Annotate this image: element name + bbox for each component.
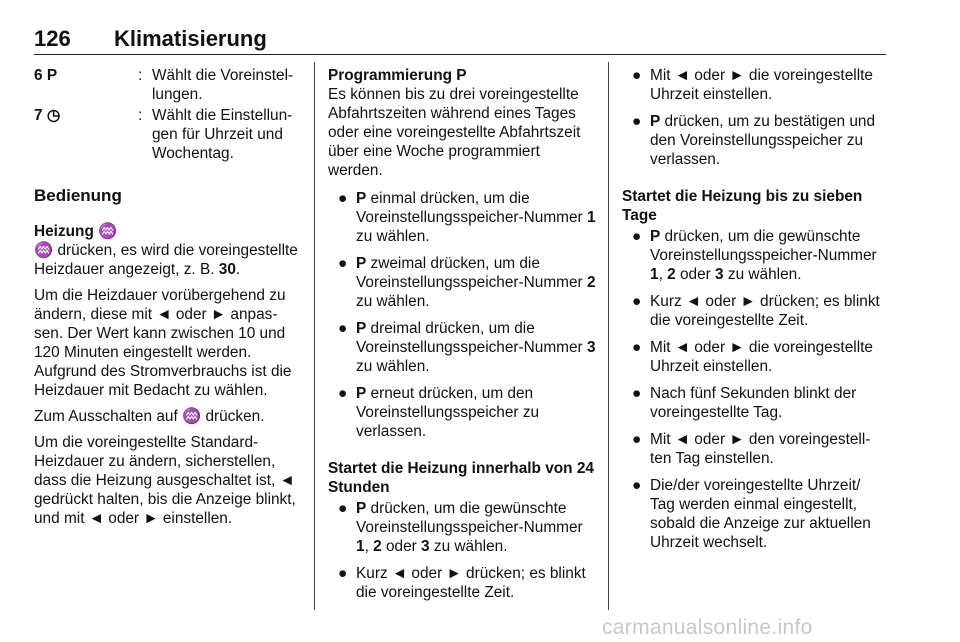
list-text: drücken, um zu bestätigen und den Voreinstellungsspeicher zu verlassen. [650,113,876,168]
key-label: 1 [586,209,596,226]
definition-desc: Wählt die Voreinstel-lungen. [152,67,294,103]
page-header [34,26,886,55]
list-text: Die/der voreingestellte Uhrzeit/ Tag werden einmal eingestellt, sobald die Anzeige zur aktuellen Uhrzeit wechselt. [650,477,871,551]
column-3 [622,66,887,560]
paragraph: Um die Heizdauer vorübergehend zu ändern, diese mit ◄ oder ► anpas-sen. Der Wert kann zwischen 10 und 120 Minuten eingestellt werden. Aufgrund des Stromverbrauchs ist die Heizdauer mit Bedacht zu wählen. [34,287,292,399]
bullet-list [328,499,596,602]
bullet-list [622,227,887,552]
definition-term: 6 P [34,67,58,84]
bullet-icon: ● [632,477,642,494]
column-divider [314,62,315,610]
paragraph: Um die voreingestellte Standard-Heizdauer zu ändern, sicherstellen, dass die Heizung ausgeschaltet ist, ◄ gedrückt halten, bis die Anzeige blinkt, und mit ◄ oder ► einstellen. [34,434,296,527]
bullet-icon: ● [338,320,348,337]
list-text: zu wählen. [356,358,430,375]
key-label: 1 [650,266,659,283]
definition-colon: : [138,107,143,124]
key-label: P [356,320,367,337]
bullet-list [622,66,887,169]
bullet-icon: ● [632,228,642,245]
list-text: oder [381,538,422,555]
key-label: P [650,113,661,130]
list-item [328,384,596,441]
list-text: dreimal drücken, um die Voreinstellungsspeicher-Nummer [356,320,587,356]
list-text: Nach fünf Sekunden blinkt der voreingestellte Tag. [650,385,857,421]
definition-row [34,66,299,104]
list-text: zu wählen. [723,266,802,283]
list-text: oder [675,266,716,283]
page-title: Klimatisierung [114,26,267,51]
subsection-heading: Startet die Heizung innerhalb von 24 Stunden [328,460,594,496]
list-item [328,319,596,376]
list-text: Kurz ◄ oder ► drücken; es blinkt die voreingestellte Zeit. [650,293,880,329]
list-text: erneut drücken, um den Voreinstellungsspeicher zu verlassen. [356,385,540,440]
key-label: P [356,255,367,272]
value-bold: 30 [218,261,236,278]
bullet-icon: ● [632,293,642,310]
key-label: P [356,190,367,207]
list-text: einmal drücken, um die Voreinstellungsspeicher-Nummer [356,190,587,226]
column-divider [608,62,609,610]
list-text: Kurz ◄ oder ► drücken; es blinkt die voreingestellte Zeit. [356,565,586,601]
list-item [622,112,887,169]
bullet-icon: ● [338,190,348,207]
section-heading: Programmierung P [328,67,467,84]
paragraph-text: . [235,261,241,278]
list-item [622,227,887,284]
bullet-icon: ● [632,431,642,448]
list-item [622,338,887,376]
bullet-icon: ● [632,339,642,356]
list-text: zu wählen. [356,293,430,310]
list-text: zu wählen. [356,228,430,245]
paragraph: Zum Ausschalten auf ♒ drücken. [34,408,265,425]
list-text: , [658,266,668,283]
key-label: 2 [667,266,676,283]
list-item [622,476,887,552]
list-text: zu wählen. [429,538,508,555]
paragraph: Es können bis zu drei voreingestellte Abfahrtszeiten während eines Tages oder eine voreingestellte Abfahrtszeit über eine Woche programmiert werden. [328,86,581,179]
list-item [622,66,887,104]
definition-row [34,106,299,163]
bullet-list [328,189,596,441]
bullet-icon: ● [632,67,642,84]
key-label: 3 [586,339,596,356]
list-item [622,384,887,422]
bullet-icon: ● [338,385,348,402]
list-item [328,189,596,246]
list-text: zweimal drücken, um die Voreinstellungsspeicher-Nummer [356,255,587,291]
section-heading: Bedienung [34,186,122,205]
key-label: 3 [421,538,430,555]
definition-desc: Wählt die Einstellun-gen für Uhrzeit und Wochentag. [152,107,293,162]
list-text: , [364,538,374,555]
list-text: Mit ◄ oder ► die voreingestellte Uhrzeit einstellen. [650,67,873,103]
bullet-icon: ● [632,385,642,402]
definition-colon: : [138,67,143,84]
watermark: carmanualsonline.info [602,616,813,639]
bullet-icon: ● [338,255,348,272]
list-item [328,499,596,556]
list-item [328,564,596,602]
bullet-icon: ● [338,500,348,517]
page-number: 126 [34,26,71,51]
column-1 [34,66,299,535]
key-label: 2 [373,538,382,555]
bullet-icon: ● [632,113,642,130]
column-2 [328,66,596,610]
key-label: 2 [586,274,596,291]
paragraph [34,241,299,279]
definition-list [34,66,299,163]
definition-term: 7 ◷ [34,107,61,124]
list-text: Mit ◄ oder ► den voreingestell-ten Tag einstellen. [650,431,871,467]
key-label: 3 [715,266,724,283]
list-text: Mit ◄ oder ► die voreingestellte Uhrzeit einstellen. [650,339,873,375]
key-label: P [356,385,367,402]
list-item [328,254,596,311]
subsection-heading: Heizung ♒ [34,223,118,240]
subsection-heading: Startet die Heizung bis zu sieben Tage [622,188,863,224]
key-label: 1 [356,538,365,555]
key-label: P [650,228,661,245]
list-item [622,430,887,468]
bullet-icon: ● [338,565,348,582]
list-item [622,292,887,330]
key-label: P [356,500,367,517]
list-text: drücken, um die gewünschte Voreinstellungsspeicher-Nummer [356,500,583,536]
paragraph-text: ♒ drücken, es wird die voreingestellte Heizdauer angezeigt, z. B. [34,242,298,278]
list-text: drücken, um die gewünschte Voreinstellungsspeicher-Nummer [650,228,877,264]
